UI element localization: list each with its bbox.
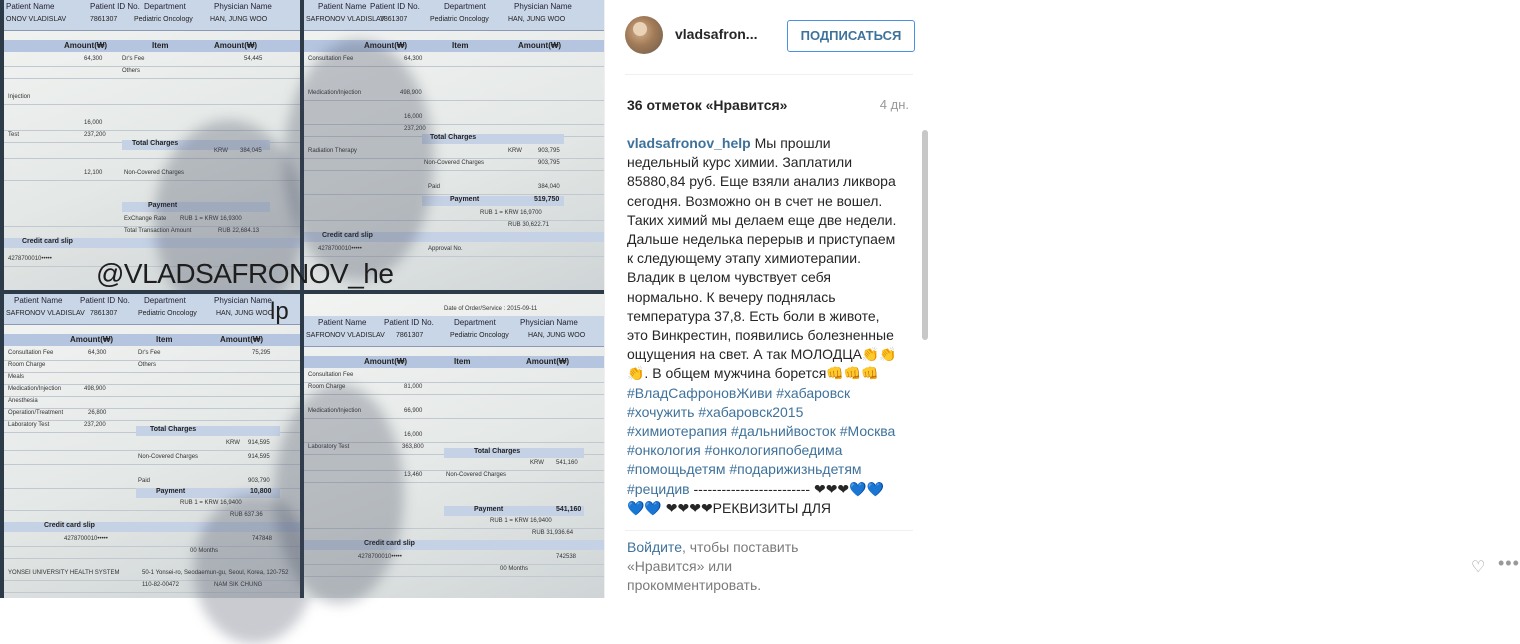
physician-value: HAN, JUNG WOO (508, 16, 566, 23)
row-label: Consultation Fee (308, 372, 354, 378)
krw-label: KRW (530, 460, 544, 466)
physician-value: HAN, JUNG WOO (210, 16, 268, 23)
noncovered-value: 914,595 (248, 454, 270, 460)
krw-label: KRW (508, 148, 522, 154)
receipt-bottom-right (304, 294, 604, 598)
item-header: Item (454, 357, 471, 366)
total-charges-label: Total Charges (150, 426, 197, 433)
row-value: 16,000 (84, 120, 103, 126)
row-label: Meals (8, 374, 25, 380)
label-physician: Physician Name (214, 2, 272, 11)
row-value: 81,000 (404, 384, 423, 390)
amount-value: 742538 (556, 554, 577, 560)
row-value: 26,800 (88, 410, 107, 416)
label-patient-name: Patient Name (6, 2, 55, 11)
row-value: 16,000 (404, 432, 423, 438)
receipt-bottom-left (4, 294, 300, 598)
payment-value: 519,750 (534, 196, 560, 203)
label-physician: Physician Name (514, 2, 572, 11)
watermark-text-suffix: lp (270, 298, 289, 325)
divider (625, 74, 913, 75)
amount-header: Amount(₩) (64, 41, 108, 50)
transaction-value: RUB 637.36 (230, 512, 263, 518)
noncovered-label: Non-Covered Charges (124, 170, 185, 176)
krw-label: KRW (226, 440, 240, 446)
total-value: 914,595 (248, 440, 270, 446)
label-patient-id: Patient ID No. (80, 296, 130, 305)
payment-value: 10,800 (250, 488, 272, 495)
row-value: 498,900 (400, 90, 422, 96)
receipt-top-right (304, 0, 604, 290)
card-slip-label: Credit card slip (322, 232, 373, 239)
paid-label: Paid (138, 478, 151, 484)
card-number: 4278700010••••• (358, 554, 402, 560)
caption-tail: ------------------------- ❤❤❤💙💙💙💙 ❤❤❤❤РЕКВИЗИТЫ ДЛЯ (627, 480, 885, 516)
total-value: 541,160 (556, 460, 578, 466)
department-value: Pediatric Oncology (450, 332, 509, 339)
approval-label: Approval No. (428, 246, 463, 252)
patient-id-value: 7861307 (90, 310, 118, 317)
caption-text: Мы прошли недельный курс химии. Заплатили 85880,84 руб. Еще взяли анализ ликвора сегодня. Возможно он в счет не вошел. Таких химий мы делаем еще две недели. Дальше неделька перерыв и приступаем к следующему этапу химиотерапии. Владик в целом чувствует себя нормально. К вечеру поднялась температура 37,8. Есть боли в животе, это Винкрестин, появились болезненные ощущения на свет. А так МОЛОДЦА👏👏👏. В общем мужчина борется👊👊👊 (627, 135, 897, 382)
noncovered-label: Non-Covered Charges (446, 472, 507, 478)
card-number: 4278700010••••• (318, 246, 362, 252)
total-charges-label: Total Charges (132, 140, 179, 147)
post-time[interactable]: 4 дн. (879, 97, 909, 112)
patient-name-value: SAFRONOV VLADISLAV (6, 310, 85, 317)
login-prompt-text: , чтобы поставить «Нравится» или прокомментировать. (627, 539, 799, 593)
post-sidebar (604, 0, 1520, 598)
hospital-address: 50-1 Yonsei-ro, Seodaemun-gu, Seoul, Korea, 120-752 (142, 570, 289, 576)
amount-header-right: Amount(₩) (518, 41, 562, 50)
row-value: 363,800 (402, 444, 424, 450)
paid-value: 384,040 (538, 184, 560, 190)
caption-hashtags[interactable]: #ВладСафроновЖиви #хабаровск #хочужить #хабаровск2015 #химиотерапия #дальнийвосток #Москва #онкология #онкологияпобедима #помощьдетям #подарижизньдетям #рецидив (627, 384, 896, 497)
caption (627, 134, 897, 528)
caption-username[interactable]: vladsafronov_help (627, 135, 751, 151)
total-value: 384,045 (240, 148, 262, 154)
username-link[interactable]: vladsafron... (675, 26, 758, 42)
payment-label: Payment (474, 506, 504, 513)
transaction-value: RUB 22,684.13 (218, 228, 260, 234)
item-header: Item (152, 41, 169, 50)
hospital-name: YONSEI UNIVERSITY HEALTH SYSTEM (8, 570, 120, 576)
transaction-value: RUB 30,622.71 (508, 222, 550, 228)
amount-header-right: Amount(₩) (214, 41, 258, 50)
divider (625, 530, 913, 531)
login-link[interactable]: Войдите (627, 539, 682, 555)
row-value: 12,100 (84, 170, 103, 176)
item-header: Item (156, 335, 173, 344)
noncovered-value: 903,795 (538, 160, 560, 166)
label-patient-id: Patient ID No. (384, 318, 434, 327)
patient-name-value: SAFRONOV VLADISLAV (306, 16, 385, 23)
label-physician: Physician Name (520, 318, 578, 327)
row-value: 237,200 (84, 132, 106, 138)
label-physician: Physician Name (214, 296, 272, 305)
department-value: Pediatric Oncology (134, 16, 193, 23)
patient-id-value: 7861307 (396, 332, 424, 339)
label-patient-name: Patient Name (14, 296, 63, 305)
row-label: Injection (8, 94, 31, 100)
row-label: Laboratory Test (308, 444, 350, 450)
row-value: 64,300 (88, 350, 107, 356)
label-patient-id: Patient ID No. (90, 2, 140, 11)
business-number: 110-82-00472 (142, 582, 179, 588)
card-number: 4278700010••••• (8, 256, 52, 262)
amount-header-right: Amount(₩) (526, 357, 570, 366)
row-value: 237,200 (84, 422, 106, 428)
row-label: Medication/Injection (308, 90, 362, 96)
patient-id-value: 7861307 (90, 16, 118, 23)
follow-button[interactable]: ПОДПИСАТЬСЯ (787, 20, 915, 52)
krw-label: KRW (214, 148, 228, 154)
total-charges-label: Total Charges (430, 134, 477, 141)
row-label: Operation/Treatment (8, 410, 64, 416)
receipt-top-left (4, 0, 300, 290)
label-department: Department (144, 296, 186, 305)
label-department: Department (144, 2, 186, 11)
paid-label: Paid (428, 184, 441, 190)
label-patient-id: Patient ID No. (370, 2, 420, 11)
photo-shadow (284, 40, 434, 280)
row-label: Radiation Therapy (308, 148, 357, 154)
amount-header-right: Amount(₩) (220, 335, 264, 344)
login-prompt (627, 538, 847, 595)
row-value: 237,200 (404, 126, 426, 132)
physician-value: HAN, JUNG WOO (528, 332, 586, 339)
row-label: Laboratory Test (8, 422, 50, 428)
row-label: Consultation Fee (8, 350, 54, 356)
photo-shadow (274, 384, 404, 604)
amount-header: Amount(₩) (70, 335, 114, 344)
row-value: 498,900 (84, 386, 106, 392)
card-number: 4278700010••••• (64, 536, 108, 542)
photo-shadow (154, 120, 304, 320)
row-label: Medication/Injection (308, 408, 362, 414)
physician-value: HAN, JUNG WOO (216, 310, 274, 317)
fee-value: 64,300 (84, 56, 103, 62)
patient-name-value: SAFRONOV VLADISLAV (306, 332, 385, 339)
row-value: 16,000 (404, 114, 423, 120)
caption-scrollbar[interactable] (922, 130, 928, 340)
installment-value: 00 Months (500, 566, 529, 572)
card-slip-label: Credit card slip (22, 238, 73, 245)
heart-icon[interactable]: ♡ (1471, 559, 1486, 576)
noncovered-label: Non-Covered Charges (424, 160, 485, 166)
installment-value: 00 Months (190, 548, 219, 554)
avatar[interactable] (625, 16, 663, 54)
payment-label: Payment (148, 202, 178, 209)
exchange-value: RUB 1 = KRW 16,9400 (490, 518, 552, 524)
patient-name-value: ONOV VLADISLAV (6, 16, 67, 23)
watermark-text: @VLADSAFRONOV_he (96, 258, 394, 289)
label-patient-name: Patient Name (318, 318, 367, 327)
row-label: Consultation Fee (308, 56, 354, 62)
service-date: Date of Order/Service : 2015-09-11 (444, 306, 538, 312)
row-label: Dr's Fee (122, 56, 145, 62)
likes-count[interactable]: 36 отметок «Нравится» (627, 97, 788, 113)
department-value: Pediatric Oncology (138, 310, 197, 317)
row-label: Medication/Injection (8, 386, 62, 392)
label-department: Department (454, 318, 496, 327)
total-value: 903,795 (538, 148, 560, 154)
row-label: Anesthesia (8, 398, 38, 404)
exchange-value: RUB 1 = KRW 16,9700 (480, 210, 542, 216)
label-patient-name: Patient Name (318, 2, 367, 11)
row-label: Room Charge (308, 384, 346, 390)
department-value: Pediatric Oncology (430, 16, 489, 23)
row-value-right: 75,295 (252, 350, 271, 356)
exchange-value: RUB 1 = KRW 16,9400 (180, 500, 242, 506)
post-photo (0, 0, 604, 598)
total-charges-label: Total Charges (474, 448, 521, 455)
row-label: Room Charge (8, 362, 46, 368)
item-header: Item (452, 41, 469, 50)
payment-value: 541,160 (556, 506, 582, 513)
post-header (625, 14, 925, 60)
row-label: Others (122, 68, 141, 74)
patient-id-value: 7861307 (380, 16, 408, 23)
noncovered-label: Non-Covered Charges (138, 454, 199, 460)
amount-header: Amount(₩) (364, 357, 408, 366)
transaction-value: RUB 31,936.64 (532, 530, 574, 536)
exchange-label: ExChange Rate (124, 216, 167, 222)
card-slip-label: Credit card slip (44, 522, 95, 529)
exchange-value: RUB 1 = KRW 16,9300 (180, 216, 242, 222)
row-value: 66,900 (404, 408, 423, 414)
noncovered-value: 13,460 (404, 472, 423, 478)
payment-label: Payment (450, 196, 480, 203)
card-slip-label: Credit card slip (364, 540, 415, 547)
amount-value: 747848 (252, 536, 273, 542)
representative: NAM SIK CHUNG (214, 582, 263, 588)
transaction-label: Total Transaction Amount (124, 228, 192, 234)
row-value: 64,300 (404, 56, 423, 62)
row-label-right: Others (138, 362, 157, 368)
more-options-icon[interactable]: ••• (1498, 553, 1520, 573)
payment-label: Payment (156, 488, 186, 495)
paid-value: 903,790 (248, 478, 270, 484)
amount-header: Amount(₩) (364, 41, 408, 50)
fee-right-value: 54,445 (244, 56, 263, 62)
label-department: Department (444, 2, 486, 11)
row-label: Test (8, 132, 20, 138)
row-label-right: Dr's Fee (138, 350, 161, 356)
